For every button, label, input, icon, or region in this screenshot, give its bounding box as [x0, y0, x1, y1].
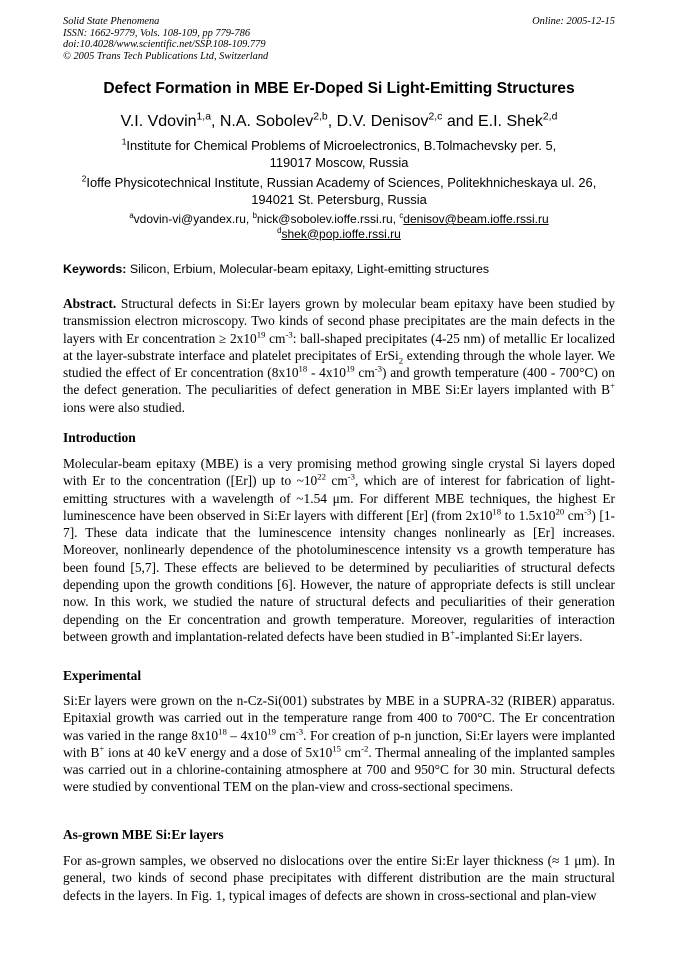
superscript: 22: [317, 471, 326, 482]
email-block: $^a$vdovin-vi@yandex.ru, $^b$nick@sobolev.ioffe.rssi.ru, $^c$denisov@beam.ioffe.rssi.ru $^d$shek@pop.ioffe.rssi.ru: [129, 211, 549, 241]
email-mark: c: [399, 211, 404, 220]
text-run: ions at 40 keV energy and a dose of 5x10: [104, 744, 333, 760]
text-run: cm: [341, 744, 362, 760]
email-mark: b: [252, 211, 257, 220]
author-name: E.I. Shek: [477, 113, 543, 130]
author-separator: ,: [327, 113, 337, 130]
superscript: -3: [584, 506, 592, 517]
text-run: extending through the whole layer. We studied the effect of Er concentration (8x10: [63, 347, 615, 381]
author-name: V.I. Vdovin: [120, 113, 197, 130]
affiliation-1: [40, 138, 638, 171]
superscript: -3: [285, 329, 293, 340]
text-run: -implanted Si:Er layers.: [455, 628, 583, 644]
author-separator: ,: [210, 113, 220, 130]
keywords-label: Keywords:: [63, 262, 127, 276]
superscript: +: [450, 627, 456, 638]
affiliation-number: 1: [121, 136, 127, 147]
superscript: 15: [332, 743, 342, 754]
author-affiliation-mark: 1,a: [196, 111, 211, 123]
text-run: cm: [265, 330, 286, 346]
text-run: cm: [325, 473, 348, 489]
subscript: 2: [398, 355, 404, 366]
section-heading-experimental: Experimental: [63, 668, 142, 683]
text-run: Structural defects in Si:Er layers grown by molecular beam epitaxy have been studied by transmission electron microscopy. Two kinds of second phase precipitates are the main defects in the layers with Er concentration ≥ 2x10: [63, 296, 615, 346]
superscript: 20: [555, 506, 565, 517]
affiliation-line: Ioffe Physicotechnical Institute, Russian Academy of Sciences, Politekhnicheskaya ul. 26,: [86, 175, 597, 190]
journal-header: [63, 16, 268, 62]
superscript: 18: [298, 363, 308, 374]
paper-title: Defect Formation in MBE Er-Doped Si Light-Emitting Structures: [103, 80, 575, 97]
text-run: ) and growth temperature (400 - 700°C) on the defect generation. The peculiarities of defect generation in MBE Si:Er layers implanted with B: [63, 365, 615, 398]
superscript: 19: [267, 726, 276, 737]
introduction-paragraph: [63, 455, 615, 645]
section-heading-as-grown: As-grown MBE Si:Er layers: [63, 827, 224, 842]
email-link[interactable]: denisov@beam.ioffe.rssi.ru: [403, 212, 549, 226]
author-affiliation-mark: 2,c: [428, 111, 443, 123]
superscript: -3: [374, 363, 382, 374]
superscript: 19: [256, 329, 266, 340]
text-run: ions were also studied.: [63, 399, 185, 415]
author-affiliation-mark: 2,b: [313, 111, 328, 123]
superscript: +: [610, 381, 615, 392]
text-run: – 4x10: [226, 727, 268, 743]
section-heading-introduction: Introduction: [63, 430, 136, 445]
superscript: 19: [345, 363, 355, 374]
superscript: -3: [347, 471, 355, 482]
abstract-paragraph: [63, 295, 615, 416]
text-run: to 1.5x10: [501, 507, 556, 523]
doi-line: doi:10.4028/www.scientific.net/SSP.108-109.779: [63, 39, 266, 51]
author-name: N.A. Sobolev: [219, 113, 314, 130]
email-mark: d: [277, 225, 282, 235]
author-name: D.V. Denisov: [336, 113, 429, 130]
superscript: 18: [492, 506, 502, 517]
email-link[interactable]: nick@sobolev.ioffe.rssi.ru: [256, 212, 393, 226]
affiliation-number: 2: [81, 173, 87, 184]
as-grown-paragraph: For as-grown samples, we observed no dislocations over the entire Si:Er layer thickness (≈ 1 μm). In general, two kinds of second phase precipitates with different distribution are the main structural defects in the layers. In Fig. 1, typical images of defects are shown in cross-sectional and plan-view: [63, 853, 615, 903]
superscript: 18: [218, 726, 227, 737]
text-run: cm: [354, 365, 375, 381]
experimental-paragraph: [63, 692, 615, 796]
superscript: -3: [295, 726, 304, 737]
text-run: ) [1-7]. These data indicate that the luminescence intensity changes nonlinearly as [Er] increases. Moreover, nonlinearly dependence of the photoluminescence intensity vs a growth temperature has been found [5,7]. These effects are believed to be determined by peculiarities of structural defects depending upon the growth conditions [6]. However, the nature of appropriate defects is still unclear now. In this work, we studied the nature of structural defects and peculiarities of their generation depending on the Er concentration and growth temperature. Moreover, regularities of interaction between growth and implantation-related defects have been studied in B: [63, 507, 615, 644]
abstract-label: Abstract.: [63, 296, 117, 311]
author-separator: and: [442, 113, 478, 130]
text-run: Si:Er layers were grown on the n-Cz-Si(001) substrates by MBE in a SUPRA-32 (RIBER) apparatus. Epitaxial growth was carried out in the temperature range from 400 to 700°C. The Er concentration was varied in the range 8x10: [63, 693, 615, 743]
copyright-line: © 2005 Trans Tech Publications Ltd, Switzerland: [63, 50, 269, 62]
text-run: . For creation of p-n junction, Si:Er layers were implanted with B: [63, 727, 615, 760]
journal-name: Solid State Phenomena: [63, 16, 160, 27]
keywords-text: Silicon, Erbium, Molecular-beam epitaxy, Light-emitting structures: [129, 262, 490, 276]
email-link[interactable]: shek@pop.ioffe.rssi.ru: [281, 226, 401, 241]
text-run: . Thermal annealing of the implanted samples was carried out in a chlorine-containing atmosphere at 700 and 950°C for 30 min. Structural defects were studied by conventional TEM on the plan-view and cross-sectional specimens.: [63, 744, 615, 795]
text-run: - 4x10: [307, 365, 346, 381]
text-run: cm: [564, 507, 585, 523]
affiliation-line: 194021 St. Petersburg, Russia: [251, 191, 427, 207]
affiliation-line: 119017 Moscow, Russia: [269, 154, 409, 170]
online-date: Online: 2005-12-15: [532, 16, 615, 27]
author-affiliation-mark: 2,d: [542, 111, 558, 123]
affiliation-2: [40, 175, 638, 208]
superscript: -2: [361, 743, 369, 754]
issn-line: ISSN: 1662-9779, Vols. 108-109, pp 779-786: [63, 27, 251, 39]
keywords: [63, 262, 489, 276]
text-run: : ball-shaped precipitates (4-25 nm) of metallic Er localized at the layer-substrate interface and platelet precipitates of ErSi: [63, 330, 615, 363]
text-run: , which are of interest for fabrication of light-emitting structures with a wavelength of ~1.54 μm. For different MBE techniques, the highest Er luminescence have been observed in Si:Er layers with different [Er] (from 2x10: [63, 473, 615, 523]
email-mark: a: [129, 211, 134, 220]
affiliation-line: Institute for Chemical Problems of Microelectronics, B.Tolmachevsky per. 5,: [126, 138, 557, 153]
email-link[interactable]: vdovin-vi@yandex.ru: [133, 212, 246, 226]
author-list: [30, 113, 648, 131]
superscript: +: [99, 743, 105, 754]
text-run: cm: [275, 727, 296, 743]
text-run: Molecular-beam epitaxy (MBE) is a very promising method growing single crystal Si layers doped with Er to the concentration ([Er]) up to ~10: [63, 456, 615, 489]
